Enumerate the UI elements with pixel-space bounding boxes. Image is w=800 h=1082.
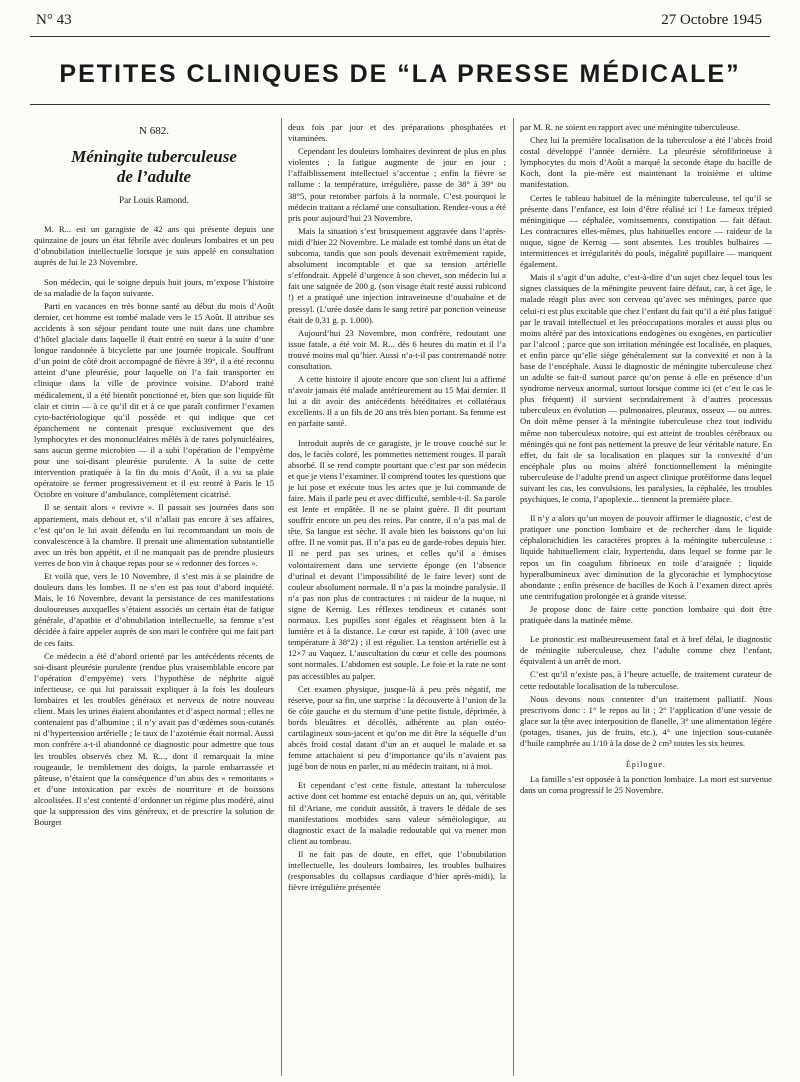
paragraph: Mais il s’agit d’un adulte, c’est-à-dire d’un sujet chez lequel tous les signes classiques de la méningite peuvent faire défaut, car, à cet âge, le malade réagit plus avec son cerveau qu’avec ses méninges, parce que celui-ci est plus excitable que chez l’enfant du fait qu’il a été plus fatigué par le travail intellectuel et les préoccupations morales et aussi plus ou moins altéré par des intoxications endogènes ou exogènes, en particulier par l’alcool ; parce que son irritation méningée est localisée, en plaques, et enfin parce qu’elle siège généralement sur la convexité et non à la base de l’encéphale. Aussi le diagnostic de méningite tuberculeuse chez un adulte se fait-il surtout parce qu’on pense à elle en présence d’un syndrome nerveux anormal, surtout lorsque comme ici (et c’est le cas le plus fréquent) il survient secondairement à d’autres processus tuberculeux en évolution — pulmonaires, pleuraux, osseux — ou autres. On doit même penser à la méningite tuberculeuse chez tout individu même non tuberculeux notoire, qui est atteint de troubles cérébraux ou méningés qui ne font pas nettement la preuve de leur véritable nature. En effet, du fait de sa localisation en plaques sur la convexité d’un encéphale plus ou moins altéré fonctionnellement la méningite tuberculeuse de l’adulte prend un aspect clinique protéiforme dans lequel suivant les cas, les convulsions, les paralysies, la céphalée, les troubles psychiques, le coma, l’apoplexie... tiennent la première place. — [520, 272, 772, 505]
paragraph: par M. R. ne soient en rapport avec une méningite tuberculeuse. — [520, 122, 740, 132]
paragraph: Il se sentait alors « revivre ». Il passait ses journées dans son appartement, mais debout et, s’il n’allait pas encore à ses affaires, c’est qu’on le lui avait défendu en lui recommandant un mois de convalescence à la chambre. Il prenait une alimentation substantielle avec un très bon appétit, et il ne manquait pas de prendre plusieurs verres de bon vin à chaque repas pour se « redonner des forces ». — [34, 502, 274, 568]
issue-date: 27 Octobre 1945 — [661, 12, 762, 28]
paragraph: Et voilà que, vers le 10 Novembre, il s’est mis à se plaindre de douleurs dans les lombes. Il ne s’en est pas tout d’abord inquiété. Mais, le 16 Novembre, devant la persistance de ces manifestations douloureuses auxquelles s’étaient associés un certain état de fatigue générale, d’apathie et d’obnubilation intellectuelle, sa femme s’est décidée à faire appeler auprès de son mari le confrère qui me fait part de ces faits. — [34, 571, 274, 648]
column-3 — [520, 122, 772, 1072]
paragraph: Chez lui la première localisation de la tuberculose a été l’abcès froid costal développé l’année dernière. La pleurésie sérofibrineuse à lymphocytes du mois d’Août a marqué la seconde étape du bacille de Koch, dont la pie-mère est maintenant la troisième et ultime manifestation. — [520, 135, 772, 190]
paragraph: Introduit auprès de ce garagiste, je le trouve couché sur le dos, le faciès coloré, les pommettes nettement rouges. Il paraît absorbé. Il se rend compte pourtant que c’est par son médecin et que je viens l’examiner. Il comprend toutes les questions que je lui pose et exécute tous les actes que je lui commande de faire. Mais il parle peu et avec difficulté, semble-t-il. Sa parole est lente et empâtée. Il ne se plaint guère. Il dit pourtant souffrir encore un peu des reins. Par contre, il n’a pas mal de tête. Sa langue est sèche. Il avale bien les boissons qu’on lui offre. Il ne vomit pas. Il n’a pas eu de garde-robes depuis hier. Il ne perd pas ses urines, et celles qu’il a émises volontairement dans une serviette éponge (en l’absence d’urinal et devant l’impossibilité de le faire lever) sont de couleur absolument normale. Il n’a pas la moindre paralysie. Il n’a pas non plus de contractures : ni raideur de la nuque, ni signe de Kernig. Les réflexes tendineux et cutanés sont normaux. Les pupilles sont égales et réagissent bien à la lumière et à la distance. Le cœur est rapide, à 100 (avec une température à 38°2) ; il est régulier. La tension artérielle est à 12×7 au Vaquez. L’auscultation du cœur et celle des poumons sont normales. L’abdomen est souple. Le foie et la rate ne sont pas accessibles au palper. — [288, 437, 506, 681]
masthead-title: PETITES CLINIQUES DE “LA PRESSE MÉDICALE” — [59, 60, 741, 88]
paragraph: Et cependant c’est cette fistule, attestant la tuberculose active dont cet homme est entaché depuis un an, qui, véritable fil d’Ariane, me conduit aussitôt, à travers le dédale de ses manifestations morbides sans valeur séméiologique, au diagnostic exact de la maladie redoutable qui va mener mon client au tombeau. — [288, 780, 506, 846]
column-1 — [34, 122, 274, 1072]
paragraph: Aujourd’hui 23 Novembre, mon confrère, redoutant une issue fatale, a été voir M. R... dès 6 heures du matin et il l’a trouvé moins mal qu’hier. Aussi n’a-t-il pas contremandé notre consultation. — [288, 327, 506, 371]
article-number: N 682. — [139, 125, 169, 137]
paragraph: Cependant les douleurs lombaires devinrent de plus en plus violentes ; la fatigue augmente de jour en jour ; l’affaiblissement intellectuel s’accentue ; enfin la fièvre se rallume : la température, irrégulière, passe de 38° à 39° ou 38°5, pour retomber parfois à la normale. C’est pourquoi le médecin traitant a réclamé une consultation. Rendez-vous a été pris pour aujourd’hui 23 Novembre. — [288, 146, 506, 223]
masthead-rule — [30, 104, 770, 105]
paragraph: Il n’y a alors qu’un moyen de pouvoir affirmer le diagnostic, c’est de pratiquer une ponction lombaire et de rechercher dans le liquide céphalorachidien les caractères propres à la méningite tuberculeuse : liquide habituellement clair, hypertendu, dans lequel se forme par le repos un fin coagulum fibrineux en toile d’araignée ; liquide hyperalbumineux avec diminution de la glycorachie et lymphocytose abondante ; enfin présence de bacilles de Koch à l’examen direct après une centrifugation prolongée et à grande vitesse. — [520, 513, 772, 601]
paragraph: Mais la situation s’est brusquement aggravée dans l’après-midi d’hier 22 Novembre. Le malade est tombé dans un état de subcoma, tandis que son pouls devenait extrêmement rapide, absolument incomptable et que sa tension artérielle s’effondrait. Appelé d’urgence à son chevet, son médecin lui a fait une saignée de 200 g. (son visage était resté aussi rubicond !) et a pratiqué une injection intraveineuse d’ouabaïne et de pressyl. (L’urée dosée dans le sang retiré par ponction veineuse était de 0,31 g. p. 1.000). — [288, 225, 506, 325]
paragraph: Cet examen physique, jusque-là à peu près négatif, me réserve, pour sa fin, une surprise : la découverte à l’union de la 6e côte gauche et du sternum d’une petite fistule, déprimée, à bords bleuâtres et décollés, adhérente au plan ostéo-cartilagineux sous-jacent et qu’on me dit être la séquelle d’un abcès froid costal datant d’un an et auquel le malade et sa femme attachaient si peu d’importance qu’ils n’avaient pas jugé bon de nous en parler, ni au médecin traitant, ni à moi. — [288, 683, 506, 772]
paragraph: deux fois par jour et des préparations phosphatées et vitaminées. — [288, 122, 506, 144]
article-byline: Par Louis Ramond. — [119, 195, 189, 206]
paragraph: C’est qu’il n’existe pas, à l’heure actuelle, de traitement curateur de cette redoutable localisation de la tuberculose. — [520, 669, 772, 691]
paragraph: Il ne fait pas de doute, en effet, que l’obnubilation intellectuelle, les douleurs lombaires, les troubles bulbaires (responsables du collapsus cardiaque d’hier après-midi), la fièvre irrégulière présentée — [288, 848, 506, 893]
paragraph: Son médecin, qui le soigne depuis huit jours, m’expose l’histoire de sa maladie de la façon suivante. — [34, 276, 274, 298]
article-title — [34, 147, 274, 187]
column-divider — [281, 118, 282, 1076]
epilogue-heading: Épilogue. — [626, 760, 666, 770]
article-title-line-1: Méningite tuberculeuse — [71, 147, 237, 167]
paragraph: Je propose donc de faire cette ponction lombaire qui doit être pratiquée dans la matinée même. — [520, 603, 772, 626]
column-divider — [513, 118, 514, 1076]
paragraph: A cette histoire il ajoute encore que son client lui a affirmé n’avoir jamais été malade antérieurement au 15 Mai dernier. Il lui a dit avoir des antécédents héréditaires et collatéraux excellents. Il a un fils de 20 ans très bien portant. Sa femme est en parfaite santé. — [288, 374, 506, 429]
paragraph: Certes le tableau habituel de la méningite tuberculeuse, tel qu’il se présente dans l’enfance, est loin d’être réalisé ici ! Le fameux trépied méningitique — céphalée, vomissements, constipation — fait défaut. Les contractures elles-mêmes, plus habituelles encore — raideur de la nuque, signe de Kernig — sont absentes. Les troubles bulbaires — intermittences et irrégularités du pouls, inégalité pupillaire — manquent également. — [520, 192, 772, 270]
article-title-line-2: de l’adulte — [116, 167, 192, 187]
epilogue-text: La famille s’est opposée à la ponction lombaire. La mort est survenue dans un coma progressif le 25 Novembre. — [520, 774, 772, 796]
paragraph: M. R... est un garagiste de 42 ans qui présente depuis une quinzaine de jours un état fébrile avec douleurs lombaires et un peu d’obnubilation intellectuelle lorsque je suis appelé en consultation auprès de lui le 23 Novembre. — [34, 224, 274, 268]
issue-number: N° 43 — [36, 12, 72, 28]
paragraph: Le pronostic est malheureusement fatal et à bref délai, le diagnostic de méningite tuberculeuse, chez l’adulte comme chez l’enfant, équivalent à un arrêt de mort. — [520, 634, 772, 667]
page-header — [0, 12, 800, 36]
header-rule — [30, 36, 770, 37]
paragraph: Parti en vacances en très bonne santé au début du mois d’Août dernier, cet homme est tombé malade vers le 15 Août. Il attribue ses accidents à son séjour pendant toute une nuit dans une chambre d’hôtel glaciale dans laquelle il était entré en sueur à la suite d’une longue randonnée à bicyclette par une journée tropicale. Souffrant d’un point de côté droit accompagné de fièvre à 39°, il a été reconnu atteint d’une pleurésie, pour laquelle on l’a fait transporter en clinique dans la ville de province voisine. D’abord traité médicalement, il a été bientôt ponctionné et, bien que son liquide fût clair et citrin — à ce qu’il dit et à ce que paraît confirmer l’examen cyto-bactériologique qu’il possède et qui indique que cet épanchement ne contenait presque exclusivement que des lymphocytes et des mononucléaires mêlés à de rares polynucléaires, sans aucun germe microbien — il a subi l’opération de l’empyème pour une soi-disant pleurésie purulente. A la suite de cette intervention pratiquée à la fin du mois d’Août, il a vu sa plaie opératoire se fermer progressivement et il est rentré à Paris le 15 Octobre en voiture d’ambulance, complètement cicatrisé. — [34, 300, 274, 500]
paragraph: Nous devons nous contenter d’un traitement palliatif. Nous prescrivons donc : 1° le repos au lit ; 2° l’application d’une vessie de glace sur la tête avec interposition de flanelle, 3° une alimentation légère (potages, tisanes, jus de fruits, etc.), 4° une injection sous-cutanée d’huile camphrée au 1/10 à la dose de 2 cm³ toutes les six heures. — [520, 693, 772, 748]
column-2 — [288, 122, 506, 1072]
paragraph: Ce médecin a été d’abord orienté par les antécédents récents de soi-disant pleurésie purulente (rendue plus vraisemblable encore par l’opération d’empyème) vers l’hypothèse de néphrite aiguë infectieuse, ce qui lui paraissait expliquer à la fois les douleurs lombaires et les troubles généraux et nerveux de notre nouveau client. Mais les urines étaient abondantes et d’aspect normal ; elles ne contenaient pas d’albumine ; il n’y avait pas d’œdèmes sous-cutanés ni d’hypertension artérielle ; le taux de l’azotémie était normal. Aussi mon confrère a-t-il abandonné ce diagnostic pour admettre que tous les troubles observés chez M. R..., dont il remarquait la mine rougeaude, le tremblement des doigts, la parole embarrassée et pâteuse, n’étaient que la conséquence d’un abus des « remontants » et d’une intoxication par excès de nourriture et de boissons alcoolisées. Il s’est contenté d’ordonner un régime plus modéré, ainsi que la suppression des vins généreux, et de prescrire la solution de Bourget — [34, 650, 274, 828]
